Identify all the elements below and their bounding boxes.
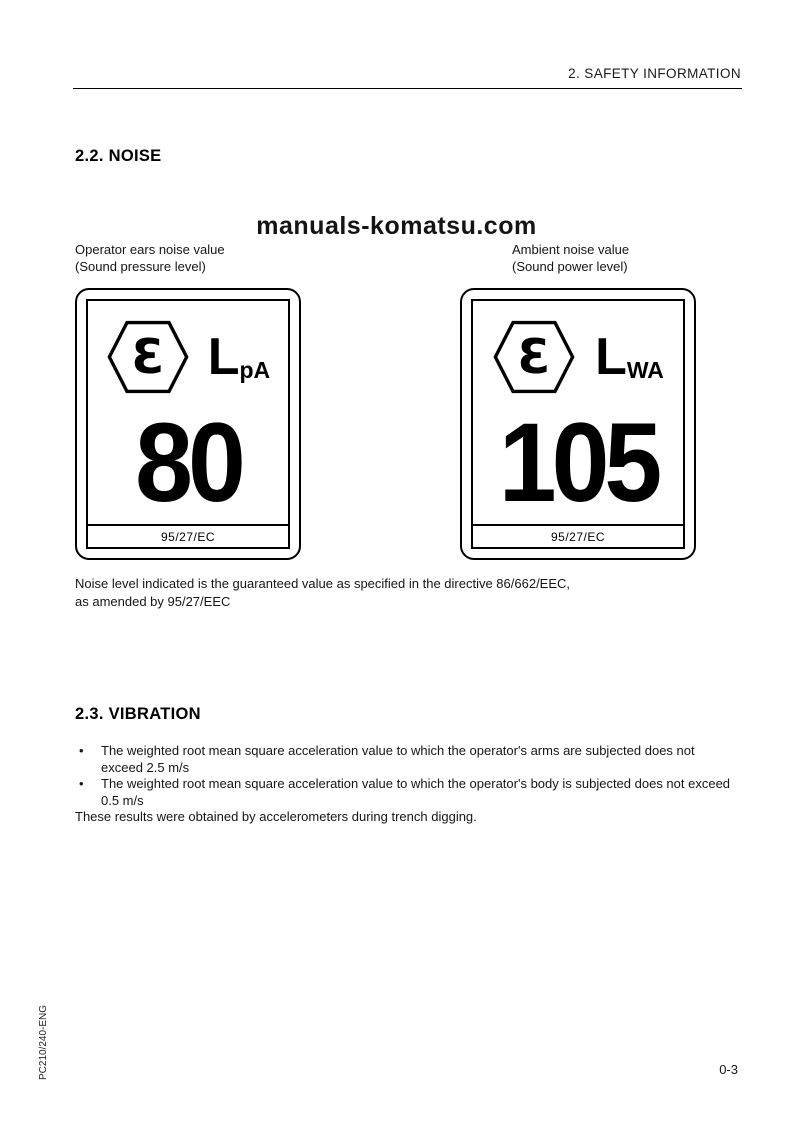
noise-note-line2: as amended by 95/27/EEC [75, 594, 231, 609]
header-rule [73, 88, 742, 89]
bullet-icon: • [79, 776, 84, 791]
list-item [75, 743, 740, 776]
vibration-body [75, 743, 740, 826]
list-item [75, 776, 740, 809]
vibration-footer: These results were obtained by accelerometers during trench digging. [75, 809, 477, 824]
left-plate-caption [75, 241, 225, 275]
page-number: 0-3 [719, 1062, 738, 1077]
watermark-text: manuals-komatsu.com [256, 212, 537, 240]
left-plate-caption-line1: Operator ears noise value [75, 242, 225, 257]
epsilon-hexagon-icon [106, 319, 190, 395]
left-plate-caption-line2: (Sound pressure level) [75, 259, 206, 274]
svg-text:Ɛ: Ɛ [131, 329, 165, 385]
noise-section-heading: 2.2. NOISE [75, 147, 162, 165]
noise-plate-lpa-inner [86, 299, 290, 549]
noise-note [75, 575, 735, 611]
directive-label-right: 95/27/EC [473, 524, 683, 547]
noise-plate-lwa-inner [471, 299, 685, 549]
lpa-symbol: LpA [207, 328, 271, 386]
vibration-bullet-2: The weighted root mean square acceleration value to which the operator's body is subjected does not exceed 0.5 m/s [101, 776, 731, 808]
vibration-bullet-1: The weighted root mean square acceleration value to which the operator's arms are subjected does not exceed 2.5 m/s [101, 743, 695, 775]
epsilon-hexagon-icon [492, 319, 576, 395]
vibration-section-heading: 2.3. VIBRATION [75, 705, 201, 723]
noise-value-lwa: 105 [498, 400, 658, 526]
lwa-symbol: LWA [595, 328, 664, 386]
noise-plate-lwa [460, 288, 696, 560]
noise-note-line1: Noise level indicated is the guaranteed value as specified in the directive 86/662/EEC, [75, 576, 571, 591]
directive-label-left: 95/27/EC [88, 524, 288, 547]
noise-value-lpa: 80 [135, 400, 241, 526]
noise-plate-lpa [75, 288, 301, 560]
right-plate-caption-line2: (Sound power level) [512, 259, 628, 274]
page-header: 2. SAFETY INFORMATION [568, 66, 741, 81]
right-plate-caption [512, 241, 629, 275]
bullet-icon: • [79, 743, 84, 758]
svg-text:Ɛ: Ɛ [517, 329, 551, 385]
right-plate-caption-line1: Ambient noise value [512, 242, 630, 257]
side-document-code: PC210/240-ENG [38, 1004, 49, 1080]
